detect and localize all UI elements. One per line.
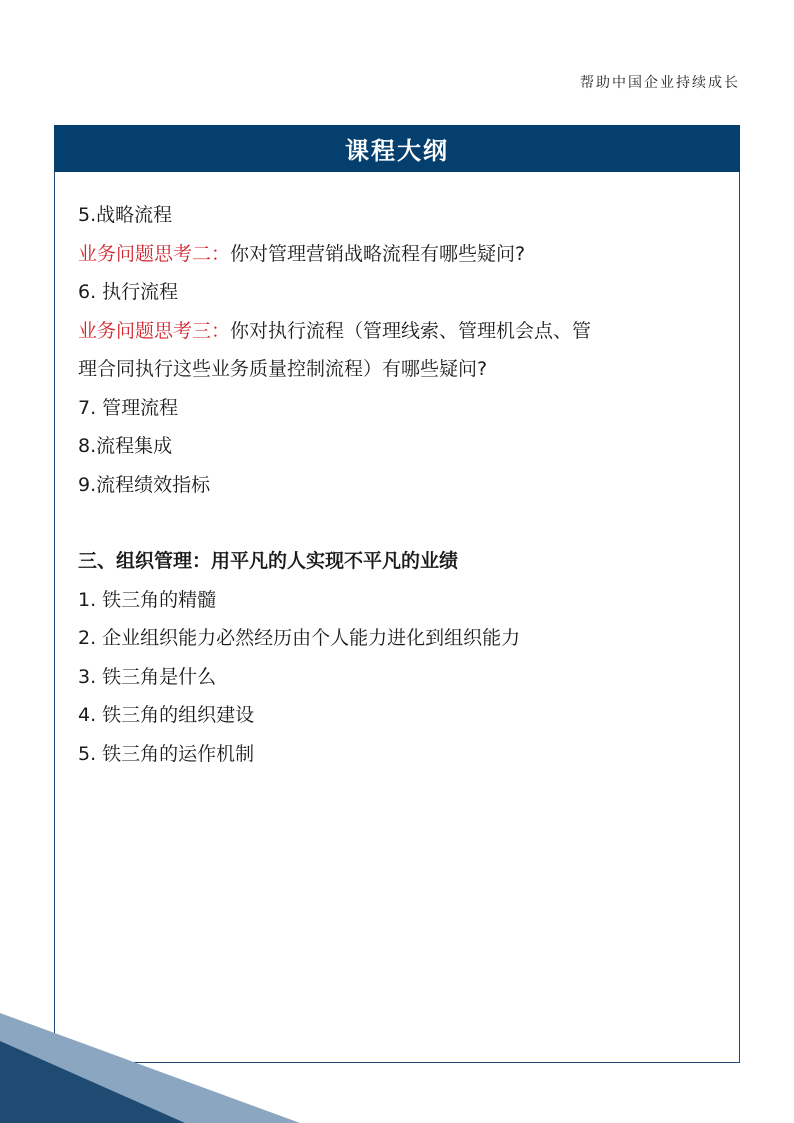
process-item-7: 7. 管理流程 (78, 396, 179, 419)
org-item: 4. 铁三角的组织建设 (78, 704, 255, 726)
question-label: 业务问题思考三： (78, 319, 231, 342)
process-item-8: 8.流程集成 (78, 435, 173, 457)
question-text: 你对执行流程（管理线索、管理机会点、管 (230, 319, 592, 342)
outline-content (78, 196, 718, 773)
company-tagline: 帮助中国企业持续成长 (580, 75, 740, 91)
outline-title: 课程大纲 (54, 125, 740, 172)
process-item-6: 6. 执行流程 (78, 281, 179, 303)
question-label: 业务问题思考二： (78, 242, 231, 265)
org-section-heading: 三、组织管理：用平凡的人实现不平凡的业绩 (78, 550, 459, 572)
business-question-3-continued: 理合同执行这些业务质量控制流程）有哪些疑问? (78, 358, 488, 380)
business-question-2 (78, 235, 718, 274)
org-item: 3. 铁三角是什么 (78, 665, 217, 688)
process-item-9: 9.流程绩效指标 (78, 473, 211, 496)
corner-decoration (0, 1003, 300, 1123)
question-text: 你对管理营销战略流程有哪些疑问? (230, 242, 526, 265)
org-item: 5. 铁三角的运作机制 (78, 742, 255, 765)
org-item: 2. 企业组织能力必然经历由个人能力进化到组织能力 (78, 627, 521, 649)
business-question-3 (78, 312, 718, 351)
org-item: 1. 铁三角的精髓 (78, 588, 217, 611)
process-item-5: 5.战略流程 (78, 204, 173, 226)
section-spacer (78, 504, 718, 542)
